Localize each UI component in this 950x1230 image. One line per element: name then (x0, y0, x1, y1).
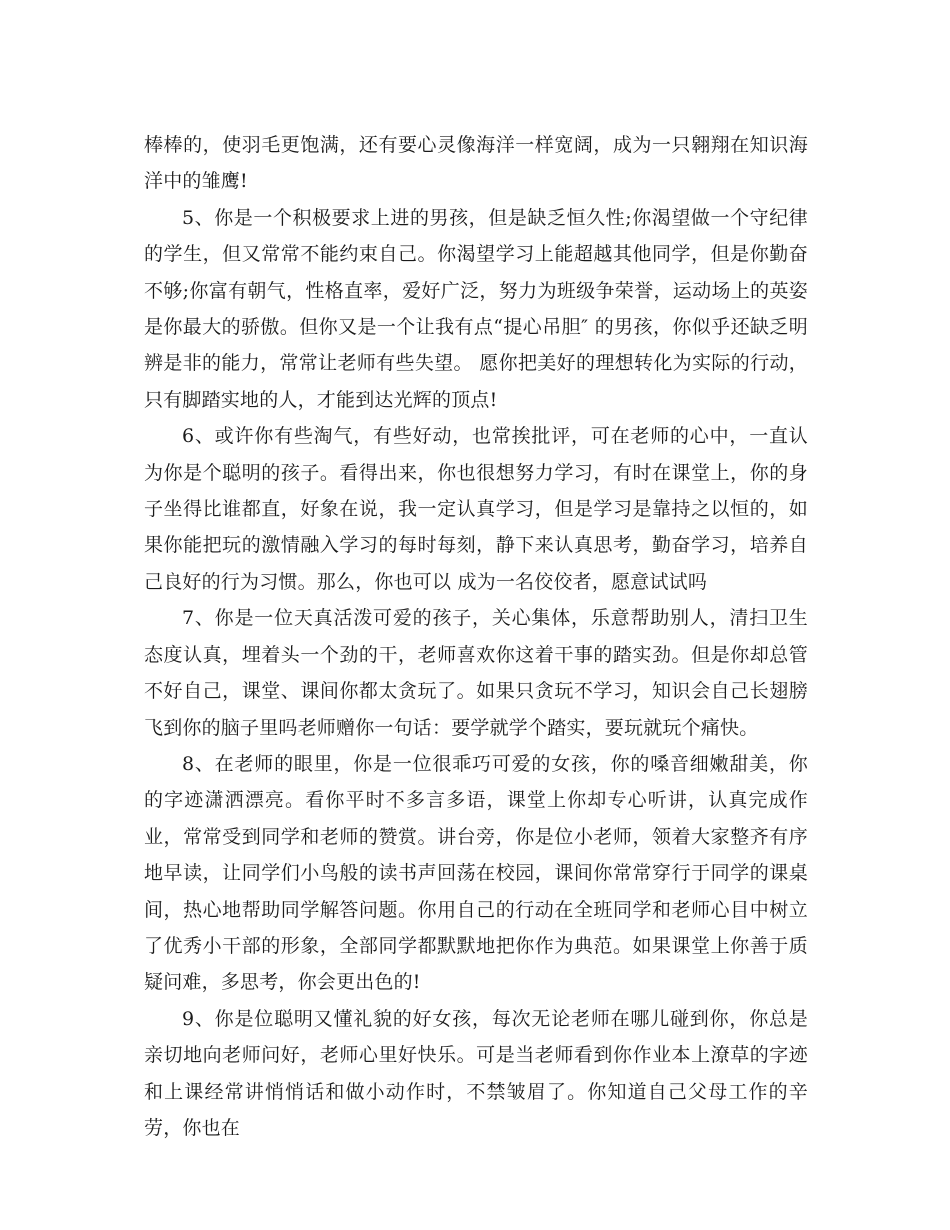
paragraph-item-7: 7、你是一位天真活泼可爱的孩子，关心集体，乐意帮助别人，清扫卫生态度认真，埋着头一个劲的干，老师喜欢你这着干事的踏实劲。但是你却总管不好自己，课堂、课间你都太贪玩了。如果只贪玩不学习，知识会自己长翅膀飞到你的脑子里吗老师赠你一句话：要学就学个踏实，要玩就玩个痛快。 (144, 607, 808, 739)
paragraph-item-6: 6、或许你有些淘气，有些好动，也常挨批评，可在老师的心中，一直认为你是个聪明的孩子。看得出来，你也很想努力学习，有时在课堂上，你的身子坐得比谁都直，好象在说，我一定认真学习，但是学习是靠持之以恒的，如果你能把玩的激情融入学习的每时每刻，静下来认真思考，勤奋学习，培养自己良好的行为习惯。那么，你也可以 成为一名佼佼者，愿意试试吗 (144, 425, 808, 593)
paragraph-item-5: 5、你是一个积极要求上进的男孩，但是缺乏恒久性;你渴望做一个守纪律的学生，但又常常不能约束自己。你渴望学习上能超越其他同学，但是你勤奋不够;你富有朝气，性格直率，爱好广泛，努力为班级争荣誉，运动场上的英姿是你最大的骄傲。但你又是一个让我有点“提心吊胆″ 的男孩，你似乎还缺乏明辨是非的能力，常常让老师有些失望。 愿你把美好的理想转化为实际的行动，只有脚踏实地的人，才能到达光辉的顶点! (144, 206, 808, 411)
document-body (144, 127, 808, 1146)
paragraph-continuation: 棒棒的，使羽毛更饱满，还有要心灵像海洋一样宽阔，成为一只翱翔在知识海洋中的雏鹰! (144, 134, 808, 193)
paragraph-item-8: 8、在老师的眼里，你是一位很乖巧可爱的女孩，你的嗓音细嫩甜美，你的字迹潇洒漂亮。看你平时不多言多语，课堂上你却专心听讲，认真完成作业，常常受到同学和老师的赞赏。讲台旁，你是位小老师，领着大家整齐有序地早读，让同学们小鸟般的读书声回荡在校园，课间你常常穿行于同学的课桌间，热心地帮助同学解答问题。你用自己的行动在全班同学和老师心目中树立了优秀小干部的形象，全部同学都默默地把你作为典范。如果课堂上你善于质疑问难，多思考，你会更出色的! (144, 752, 808, 994)
paragraph-item-9: 9、你是位聪明又懂礼貌的好女孩，每次无论老师在哪儿碰到你，你总是亲切地向老师问好，老师心里好快乐。可是当老师看到你作业本上潦草的字迹和上课经常讲悄悄话和做小动作时，不禁皱眉了。你知道自己父母工作的辛劳，你也在 (144, 1007, 808, 1139)
